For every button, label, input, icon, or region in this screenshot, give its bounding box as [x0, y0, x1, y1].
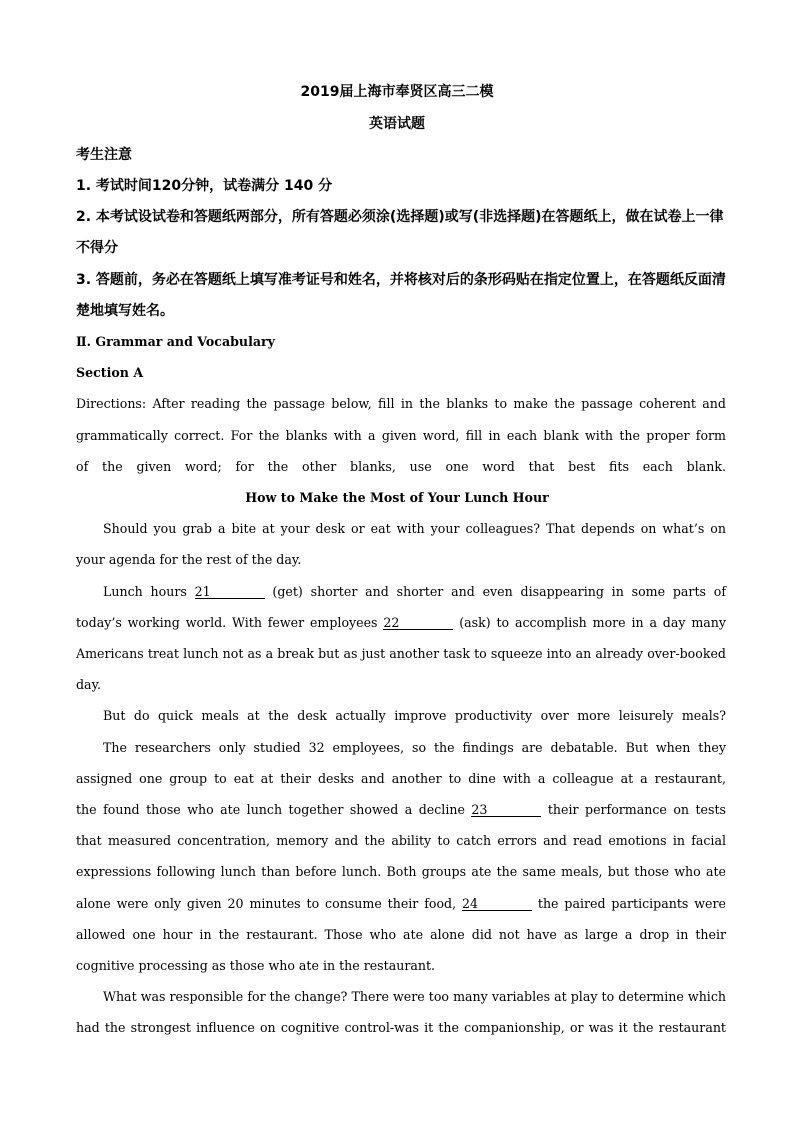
passage-line: day.	[76, 677, 102, 692]
section-heading: Section A	[76, 365, 144, 380]
exam-subject: 英语试题	[369, 116, 425, 132]
passage-line: Should you grab a bite at your desk or eat with your colleagues? That depends on what’s on	[103, 521, 726, 536]
blank-23[interactable]: 23	[471, 803, 541, 817]
directions-line: grammatically correct. For the blanks with a given word, fill in each blank with the proper form	[76, 428, 726, 443]
blank-22[interactable]: 22	[383, 616, 453, 630]
part-heading: Ⅱ. Grammar and Vocabulary	[76, 334, 275, 349]
directions-line: of the given word; for the other blanks, use one word that best fits each blank.	[76, 459, 726, 474]
passage-line: Americans treat lunch not as a break but as just another task to squeeze into an already over-booked	[76, 646, 726, 661]
passage-line: allowed one hour in the restaurant. Those who ate alone did not have as large a drop in their	[76, 927, 726, 942]
passage-line: assigned one group to eat at their desks and another to dine with a colleague at a restaurant,	[76, 771, 726, 786]
passage-line: But do quick meals at the desk actually improve productivity over more leisurely meals?	[103, 708, 726, 723]
passage-line: Lunch hours 21 (get) shorter and shorter and even disappearing in some parts of	[103, 584, 727, 599]
passage-line: The researchers only studied 32 employees, so the findings are debatable. But when they	[103, 740, 726, 755]
passage-line: had the strongest influence on cognitive control-was it the companionship, or was it the restaurant	[76, 1020, 726, 1035]
passage-line: What was responsible for the change? There were too many variables at play to determine which	[103, 989, 726, 1004]
notice-item-3: 3. 答题前，务必在答题纸上填写准考证号和姓名，并将核对后的条形码贴在指定位置上，在答题纸反面清	[76, 272, 726, 288]
notice-heading: 考生注意	[76, 147, 132, 163]
passage-line: the found those who ate lunch together showed a decline 23 their performance on tests	[76, 802, 727, 817]
notice-item-2: 2. 本考试设试卷和答题纸两部分，所有答题必须涂(选择题)或写(非选择题)在答题纸上，做在试卷上一律	[76, 209, 724, 225]
passage-title: How to Make the Most of Your Lunch Hour	[245, 490, 549, 505]
passage-line: cognitive processing as those who ate in the restaurant.	[76, 958, 436, 973]
blank-24[interactable]: 24	[462, 897, 532, 911]
passage-line: today’s working world. With fewer employees 22 (ask) to accomplish more in a day many	[76, 615, 727, 630]
notice-item-3-cont: 楚地填写姓名。	[76, 303, 174, 319]
passage-line: that measured concentration, memory and the ability to catch errors and read emotions in facial	[76, 833, 726, 848]
exam-title: 2019届上海市奉贤区高三二模	[300, 84, 494, 100]
blank-21[interactable]: 21	[195, 585, 265, 599]
notice-item-2-cont: 不得分	[76, 240, 118, 256]
notice-item-1: 1. 考试时间120分钟，试卷满分 140 分	[76, 178, 333, 194]
passage-line: alone were only given 20 minutes to consume their food, 24 the paired participants were	[76, 896, 726, 911]
passage-line: your agenda for the rest of the day.	[76, 552, 302, 567]
directions-line: Directions: After reading the passage below, fill in the blanks to make the passage coherent and	[76, 396, 726, 411]
passage-line: expressions following lunch than before lunch. Both groups ate the same meals, but those who ate	[76, 864, 726, 879]
